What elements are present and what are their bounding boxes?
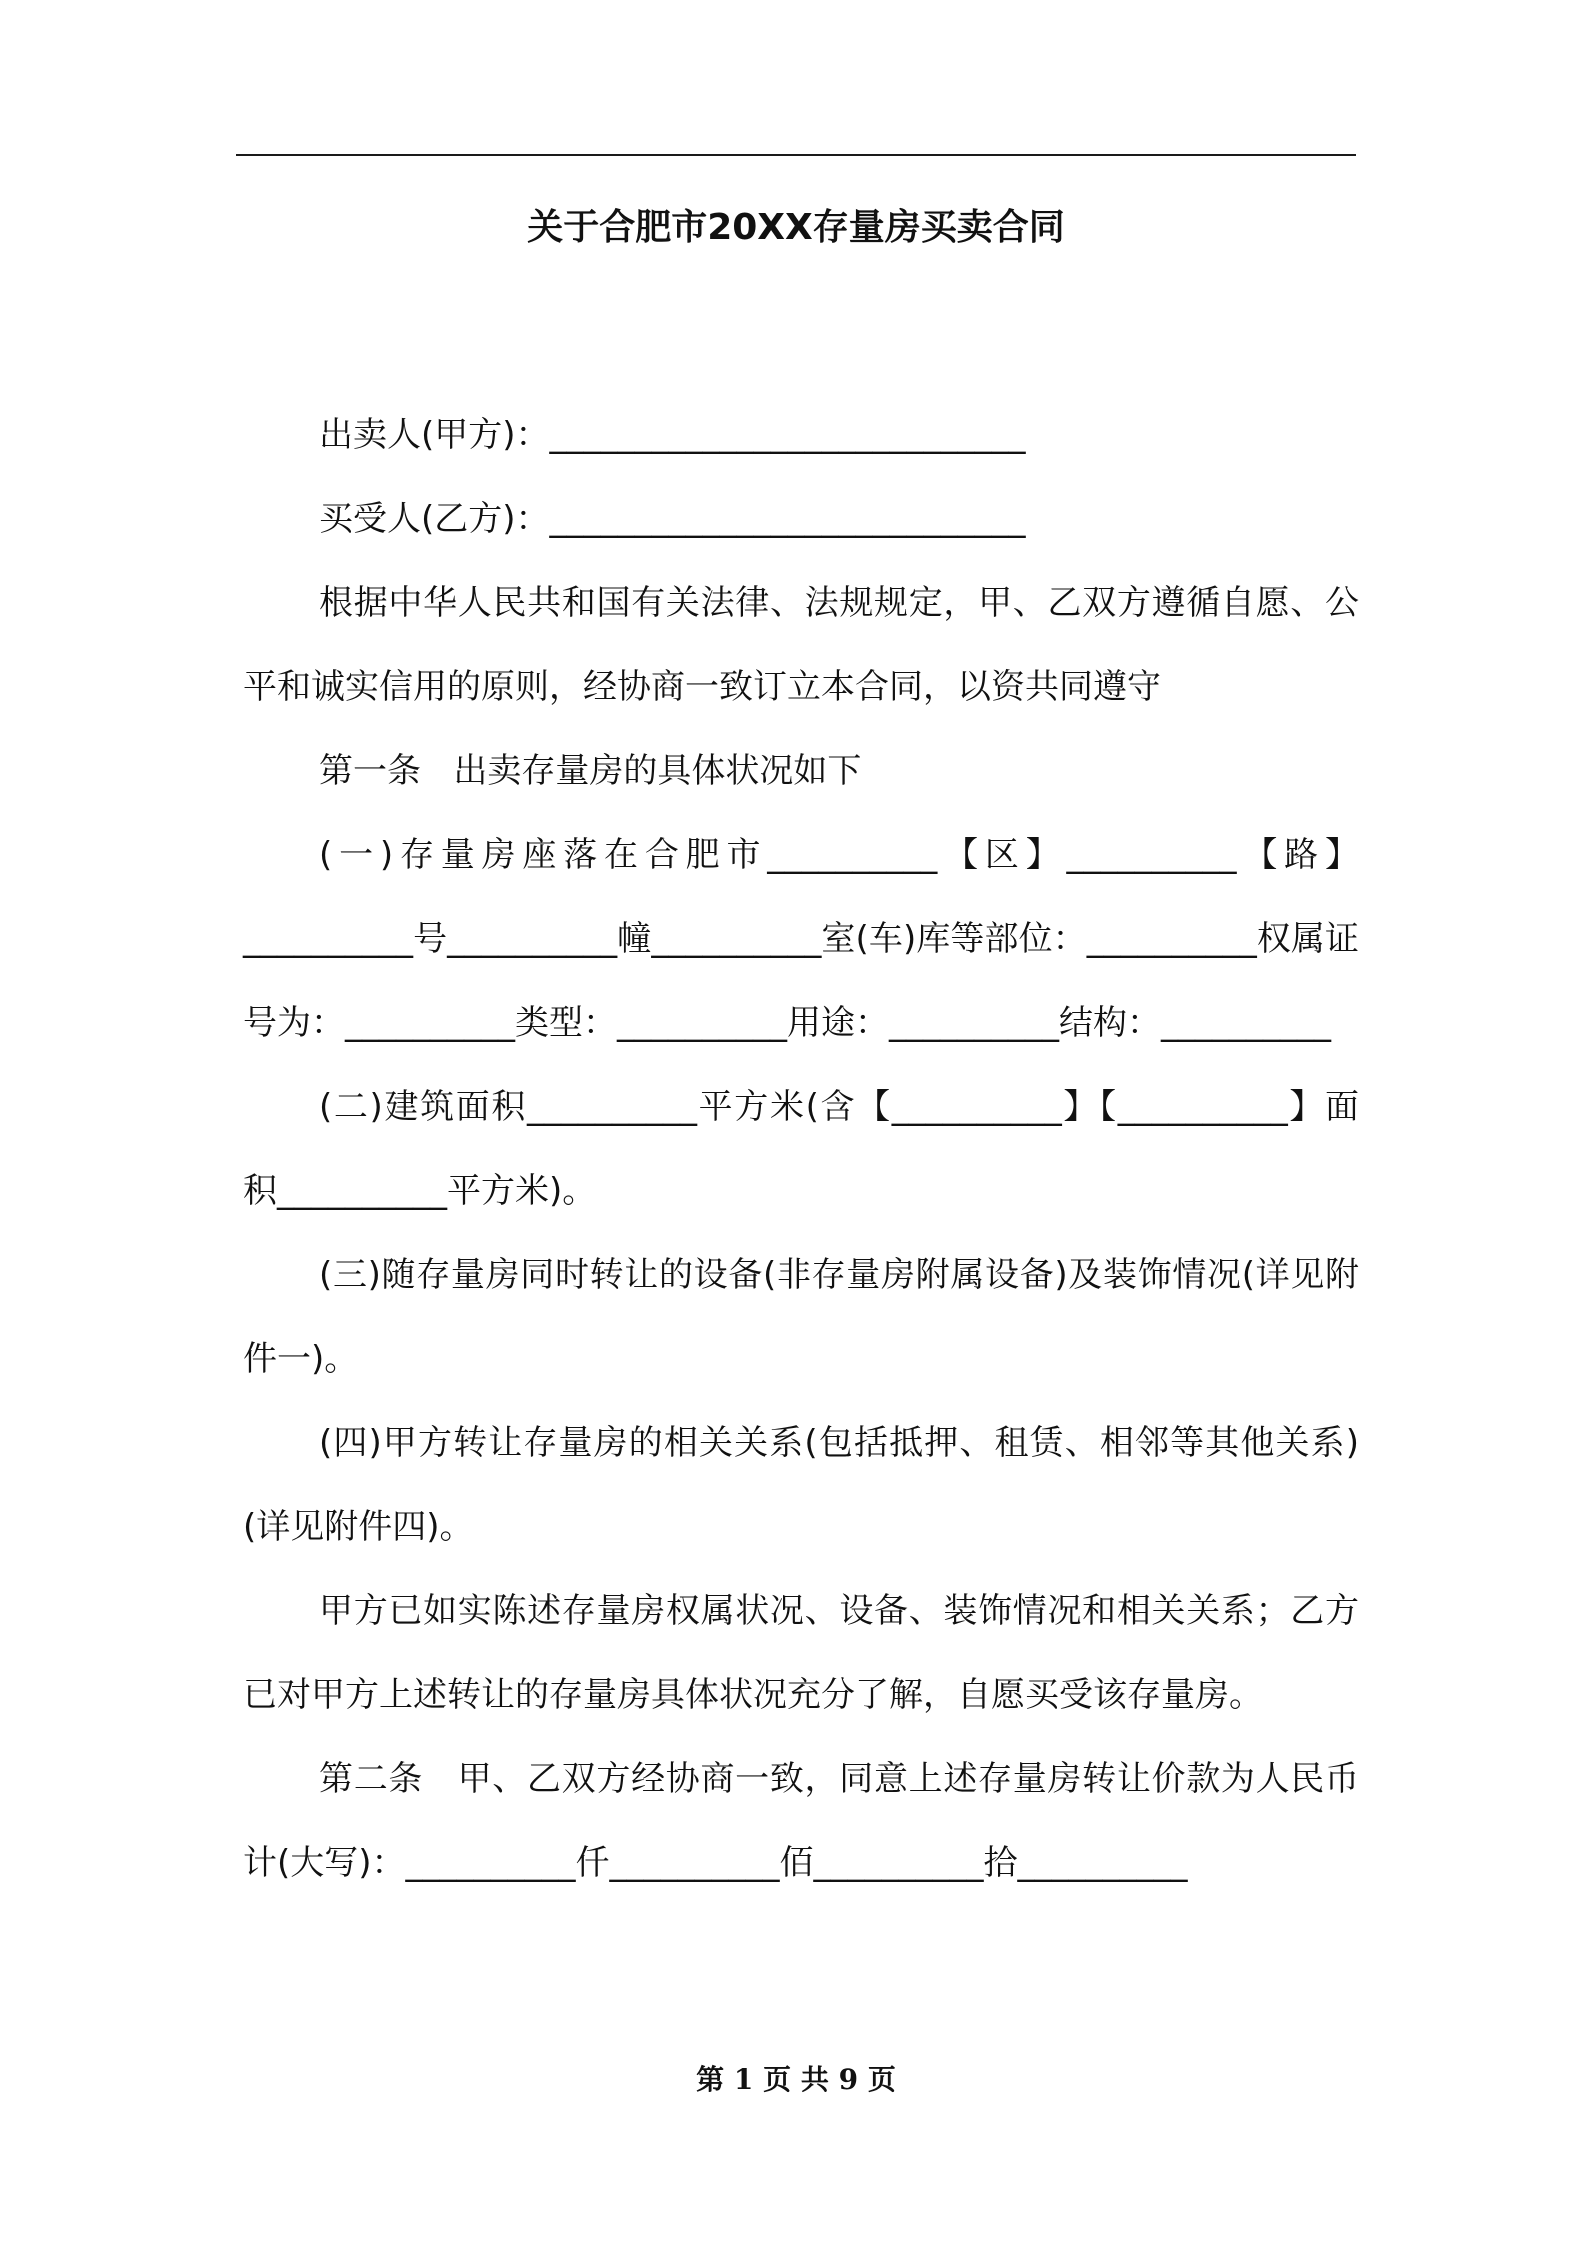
page-footer: 第 1 页 共 9 页: [696, 2063, 896, 2096]
article-1-heading: 第一条 出卖存量房的具体状况如下: [319, 751, 862, 791]
document-title: 关于合肥市20XX存量房买卖合同: [527, 207, 1065, 248]
top-rule: [236, 154, 1356, 156]
article-2-price: 第二条 甲、乙双方经协商一致，同意上述存量房转让价款为人民币计(大写)：__________仟__________佰__________拾__________: [243, 1759, 1359, 1883]
clause-4-relations: (四)甲方转让存量房的相关关系(包括抵押、租赁、相邻等其他关系)(详见附件四)。: [243, 1423, 1359, 1547]
contract-body: [243, 393, 1359, 1905]
seller-line: 出卖人(甲方)：____________________________: [319, 415, 1026, 455]
clause-1-location: (一)存量房座落在合肥市__________【区】__________【路】__________号__________幢__________室(车)库等部位：__________权属证号为：__________类型：__________用途：__________结构：__________: [243, 835, 1359, 1043]
buyer-line: 买受人(乙方)：____________________________: [319, 499, 1026, 539]
clause-2-area: (二)建筑面积__________平方米(含【__________】【__________】面积__________平方米)。: [243, 1087, 1359, 1211]
preamble-paragraph: 根据中华人民共和国有关法律、法规规定，甲、乙双方遵循自愿、公平和诚实信用的原则，经协商一致订立本合同，以资共同遵守: [243, 583, 1359, 707]
clause-3-equipment: (三)随存量房同时转让的设备(非存量房附属设备)及装饰情况(详见附件一)。: [243, 1255, 1359, 1379]
statement-paragraph: 甲方已如实陈述存量房权属状况、设备、装饰情况和相关关系；乙方已对甲方上述转让的存量房具体状况充分了解，自愿买受该存量房。: [243, 1591, 1359, 1715]
